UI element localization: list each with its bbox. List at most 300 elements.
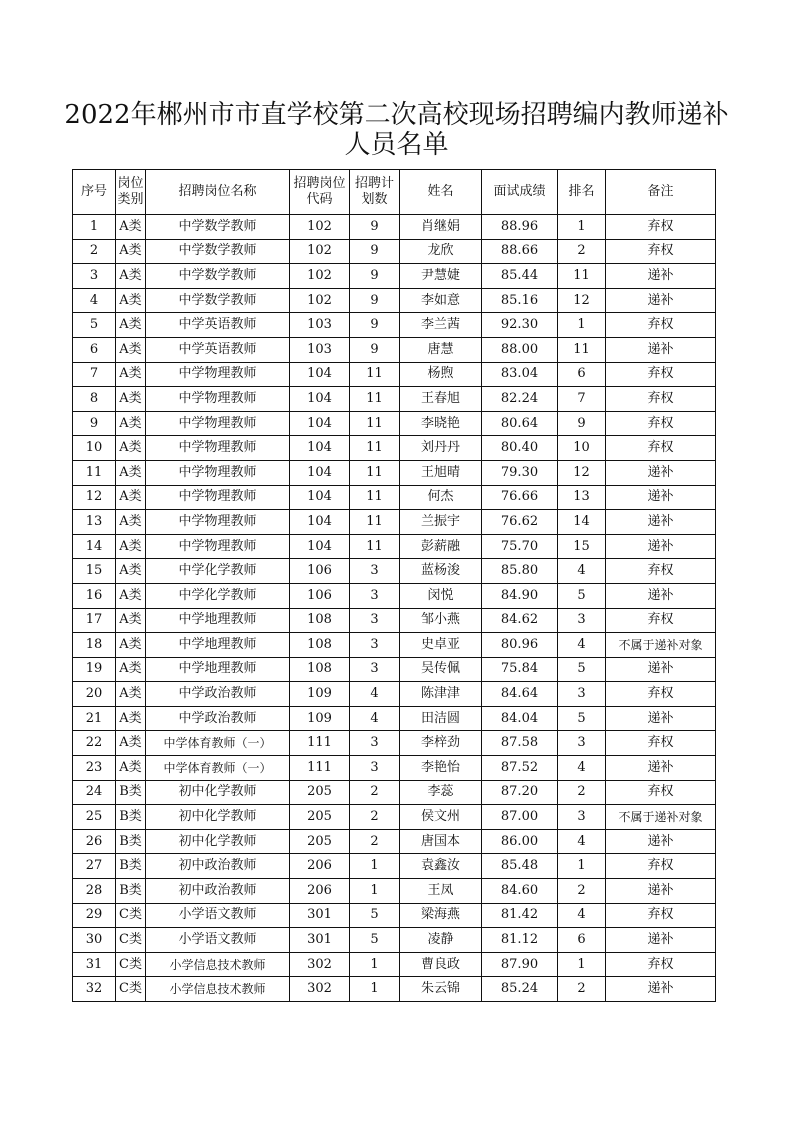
cell-score: 85.16 [482,288,558,313]
cell-name: 李梓劲 [400,731,482,756]
cell-quota: 5 [350,903,400,928]
cell-score: 76.66 [482,485,558,510]
cell-position-code: 103 [290,313,350,338]
cell-category: A类 [116,264,146,289]
cell-rank: 12 [558,288,606,313]
cell-remark: 递补 [606,460,716,485]
cell-name: 王凤 [400,879,482,904]
cell-remark: 递补 [606,264,716,289]
cell-remark: 递补 [606,534,716,559]
cell-remark: 弃权 [606,436,716,461]
cell-category: B类 [116,829,146,854]
table-row [73,337,716,362]
cell-category: A类 [116,313,146,338]
cell-score: 84.64 [482,682,558,707]
cell-index: 9 [73,411,116,436]
cell-category: B类 [116,854,146,879]
cell-quota: 5 [350,928,400,953]
cell-position-code: 104 [290,436,350,461]
cell-name: 田洁圆 [400,706,482,731]
cell-position-code: 109 [290,706,350,731]
cell-position-name: 中学物理教师 [146,485,290,510]
cell-category: A类 [116,583,146,608]
cell-position-name: 中学化学教师 [146,559,290,584]
cell-quota: 4 [350,706,400,731]
cell-score: 75.84 [482,657,558,682]
column-header-remark: 备注 [606,170,716,215]
cell-rank: 3 [558,731,606,756]
table-row [73,608,716,633]
cell-name: 刘丹丹 [400,436,482,461]
cell-position-name: 中学物理教师 [146,387,290,412]
cell-rank: 1 [558,313,606,338]
cell-category: A类 [116,337,146,362]
cell-quota: 11 [350,485,400,510]
table-row [73,879,716,904]
cell-position-name: 中学地理教师 [146,657,290,682]
cell-category: C类 [116,903,146,928]
cell-rank: 3 [558,805,606,830]
cell-remark: 弃权 [606,559,716,584]
cell-remark: 递补 [606,485,716,510]
cell-remark: 弃权 [606,608,716,633]
cell-index: 2 [73,239,116,264]
column-header-name: 姓名 [400,170,482,215]
cell-position-code: 302 [290,977,350,1002]
table-row [73,805,716,830]
cell-position-code: 102 [290,239,350,264]
cell-remark: 递补 [606,337,716,362]
cell-position-name: 中学化学教师 [146,583,290,608]
cell-index: 32 [73,977,116,1002]
cell-position-code: 104 [290,460,350,485]
table-body [73,215,716,1002]
cell-position-code: 206 [290,879,350,904]
cell-rank: 1 [558,215,606,240]
cell-name: 李晓艳 [400,411,482,436]
cell-rank: 13 [558,485,606,510]
column-header-category: 岗位类别 [116,170,146,215]
cell-quota: 3 [350,583,400,608]
table-header-row [73,170,716,215]
cell-category: A类 [116,460,146,485]
cell-remark: 弃权 [606,952,716,977]
table-row [73,829,716,854]
cell-index: 29 [73,903,116,928]
cell-score: 85.80 [482,559,558,584]
cell-rank: 4 [558,633,606,658]
cell-position-name: 中学地理教师 [146,633,290,658]
cell-name: 蓝杨浚 [400,559,482,584]
table-row [73,215,716,240]
cell-quota: 2 [350,805,400,830]
cell-score: 85.48 [482,854,558,879]
cell-score: 80.96 [482,633,558,658]
cell-name: 李艳怡 [400,756,482,781]
table-row [73,731,716,756]
cell-remark: 弃权 [606,387,716,412]
cell-score: 76.62 [482,510,558,535]
cell-position-code: 104 [290,534,350,559]
table-row [73,952,716,977]
table-row [73,583,716,608]
cell-position-code: 104 [290,411,350,436]
cell-name: 袁鑫汝 [400,854,482,879]
cell-position-code: 111 [290,731,350,756]
cell-position-name: 中学数学教师 [146,215,290,240]
cell-position-name: 中学物理教师 [146,362,290,387]
cell-position-code: 102 [290,288,350,313]
cell-remark: 弃权 [606,682,716,707]
cell-index: 5 [73,313,116,338]
cell-category: A类 [116,239,146,264]
cell-position-code: 104 [290,362,350,387]
cell-position-name: 中学物理教师 [146,411,290,436]
cell-quota: 3 [350,559,400,584]
cell-position-name: 中学物理教师 [146,436,290,461]
cell-score: 85.24 [482,977,558,1002]
table-row [73,485,716,510]
cell-name: 李兰茜 [400,313,482,338]
cell-category: A类 [116,411,146,436]
cell-rank: 5 [558,706,606,731]
cell-score: 87.90 [482,952,558,977]
cell-position-name: 初中化学教师 [146,805,290,830]
cell-position-name: 中学体育教师（一） [146,756,290,781]
column-header-score: 面试成绩 [482,170,558,215]
cell-category: A类 [116,608,146,633]
cell-remark: 递补 [606,583,716,608]
cell-position-name: 中学数学教师 [146,264,290,289]
cell-quota: 3 [350,756,400,781]
table-row [73,682,716,707]
cell-rank: 9 [558,411,606,436]
cell-position-code: 106 [290,559,350,584]
cell-score: 81.42 [482,903,558,928]
cell-position-name: 中学物理教师 [146,460,290,485]
cell-position-name: 中学数学教师 [146,288,290,313]
cell-category: A类 [116,387,146,412]
cell-name: 唐慧 [400,337,482,362]
cell-position-code: 205 [290,780,350,805]
cell-name: 兰振宇 [400,510,482,535]
cell-index: 4 [73,288,116,313]
cell-remark: 弃权 [606,362,716,387]
cell-quota: 9 [350,264,400,289]
table-row [73,928,716,953]
cell-position-name: 中学物理教师 [146,534,290,559]
cell-index: 12 [73,485,116,510]
cell-position-name: 中学地理教师 [146,608,290,633]
cell-category: C类 [116,977,146,1002]
table-row [73,460,716,485]
cell-remark: 弃权 [606,313,716,338]
column-header-position-name: 招聘岗位名称 [146,170,290,215]
cell-score: 79.30 [482,460,558,485]
cell-quota: 11 [350,411,400,436]
cell-index: 21 [73,706,116,731]
cell-category: A类 [116,706,146,731]
cell-position-name: 中学政治教师 [146,706,290,731]
cell-category: B类 [116,879,146,904]
cell-position-code: 109 [290,682,350,707]
cell-quota: 11 [350,436,400,461]
cell-name: 唐国本 [400,829,482,854]
cell-position-code: 301 [290,928,350,953]
cell-remark: 递补 [606,657,716,682]
cell-position-code: 108 [290,633,350,658]
cell-remark: 递补 [606,510,716,535]
cell-score: 88.66 [482,239,558,264]
cell-remark: 递补 [606,756,716,781]
cell-quota: 3 [350,657,400,682]
cell-position-code: 104 [290,485,350,510]
cell-category: A类 [116,288,146,313]
cell-remark: 弃权 [606,215,716,240]
cell-category: A类 [116,436,146,461]
cell-index: 16 [73,583,116,608]
cell-name: 杨煦 [400,362,482,387]
cell-position-name: 初中化学教师 [146,829,290,854]
cell-remark: 弃权 [606,780,716,805]
cell-index: 26 [73,829,116,854]
candidate-table [72,169,716,1002]
cell-position-name: 初中政治教师 [146,854,290,879]
cell-category: A类 [116,362,146,387]
cell-index: 30 [73,928,116,953]
cell-category: C类 [116,952,146,977]
cell-rank: 3 [558,608,606,633]
title-line-1: 2022年郴州市市直学校第二次高校现场招聘编内教师递补 [64,100,729,130]
cell-index: 10 [73,436,116,461]
cell-position-name: 中学英语教师 [146,337,290,362]
table-row [73,362,716,387]
table-row [73,706,716,731]
cell-name: 王旭晴 [400,460,482,485]
cell-quota: 2 [350,780,400,805]
cell-remark: 弃权 [606,731,716,756]
cell-index: 17 [73,608,116,633]
cell-category: B类 [116,805,146,830]
cell-quota: 11 [350,460,400,485]
cell-index: 15 [73,559,116,584]
cell-position-name: 小学信息技术教师 [146,952,290,977]
cell-index: 20 [73,682,116,707]
cell-score: 87.00 [482,805,558,830]
table-row [73,903,716,928]
cell-index: 24 [73,780,116,805]
cell-score: 92.30 [482,313,558,338]
cell-quota: 9 [350,239,400,264]
cell-remark: 递补 [606,879,716,904]
cell-remark: 递补 [606,288,716,313]
cell-score: 75.70 [482,534,558,559]
cell-remark: 递补 [606,706,716,731]
cell-quota: 11 [350,534,400,559]
cell-index: 7 [73,362,116,387]
cell-remark: 弃权 [606,854,716,879]
table-row [73,534,716,559]
cell-quota: 2 [350,829,400,854]
cell-position-name: 初中化学教师 [146,780,290,805]
cell-category: A类 [116,215,146,240]
cell-name: 尹慧婕 [400,264,482,289]
table-row [73,977,716,1002]
cell-category: A类 [116,510,146,535]
cell-index: 8 [73,387,116,412]
cell-index: 28 [73,879,116,904]
cell-score: 87.20 [482,780,558,805]
cell-score: 84.62 [482,608,558,633]
cell-remark: 弃权 [606,411,716,436]
cell-rank: 2 [558,879,606,904]
cell-name: 梁海燕 [400,903,482,928]
cell-position-name: 中学英语教师 [146,313,290,338]
cell-index: 25 [73,805,116,830]
cell-name: 王春旭 [400,387,482,412]
cell-index: 31 [73,952,116,977]
cell-quota: 9 [350,313,400,338]
cell-rank: 4 [558,559,606,584]
cell-category: A类 [116,534,146,559]
cell-name: 侯文州 [400,805,482,830]
table-row [73,780,716,805]
cell-score: 85.44 [482,264,558,289]
cell-position-code: 104 [290,510,350,535]
cell-position-code: 103 [290,337,350,362]
cell-quota: 4 [350,682,400,707]
cell-rank: 12 [558,460,606,485]
cell-rank: 2 [558,239,606,264]
cell-name: 彭薪融 [400,534,482,559]
cell-rank: 6 [558,362,606,387]
cell-quota: 9 [350,337,400,362]
document-title [60,100,733,160]
cell-rank: 5 [558,657,606,682]
column-header-quota: 招聘计划数 [350,170,400,215]
cell-name: 陈津津 [400,682,482,707]
cell-remark: 不属于递补对象 [606,805,716,830]
cell-quota: 11 [350,387,400,412]
cell-name: 肖继娟 [400,215,482,240]
cell-index: 14 [73,534,116,559]
cell-quota: 1 [350,952,400,977]
cell-score: 82.24 [482,387,558,412]
cell-position-name: 初中政治教师 [146,879,290,904]
cell-category: A类 [116,756,146,781]
cell-rank: 14 [558,510,606,535]
cell-rank: 3 [558,682,606,707]
cell-position-name: 小学语文教师 [146,903,290,928]
cell-name: 李如意 [400,288,482,313]
cell-quota: 11 [350,362,400,387]
cell-index: 3 [73,264,116,289]
cell-rank: 2 [558,780,606,805]
cell-score: 83.04 [482,362,558,387]
cell-score: 84.04 [482,706,558,731]
cell-category: C类 [116,928,146,953]
table-row [73,387,716,412]
column-header-rank: 排名 [558,170,606,215]
cell-name: 李蕊 [400,780,482,805]
cell-score: 80.40 [482,436,558,461]
cell-position-name: 中学物理教师 [146,510,290,535]
cell-name: 龙欣 [400,239,482,264]
cell-category: A类 [116,731,146,756]
cell-remark: 递补 [606,928,716,953]
cell-position-code: 102 [290,264,350,289]
cell-index: 1 [73,215,116,240]
cell-score: 84.90 [482,583,558,608]
cell-rank: 11 [558,264,606,289]
cell-remark: 递补 [606,829,716,854]
cell-index: 27 [73,854,116,879]
cell-name: 凌静 [400,928,482,953]
cell-rank: 15 [558,534,606,559]
cell-score: 87.58 [482,731,558,756]
cell-category: A类 [116,559,146,584]
cell-index: 22 [73,731,116,756]
cell-name: 邹小燕 [400,608,482,633]
cell-category: B类 [116,780,146,805]
cell-score: 81.12 [482,928,558,953]
cell-index: 13 [73,510,116,535]
cell-name: 曹良政 [400,952,482,977]
table-row [73,657,716,682]
cell-quota: 1 [350,879,400,904]
cell-index: 18 [73,633,116,658]
cell-rank: 1 [558,952,606,977]
table-row [73,239,716,264]
cell-quota: 3 [350,633,400,658]
cell-score: 80.64 [482,411,558,436]
table-row [73,264,716,289]
cell-rank: 10 [558,436,606,461]
cell-score: 84.60 [482,879,558,904]
cell-category: A类 [116,657,146,682]
cell-position-code: 108 [290,608,350,633]
table-row [73,510,716,535]
cell-position-name: 中学数学教师 [146,239,290,264]
table-row [73,559,716,584]
cell-position-name: 小学语文教师 [146,928,290,953]
cell-remark: 弃权 [606,239,716,264]
cell-remark: 弃权 [606,903,716,928]
cell-rank: 4 [558,829,606,854]
title-line-2: 人员名单 [344,130,449,160]
cell-quota: 9 [350,288,400,313]
table-row [73,288,716,313]
cell-rank: 6 [558,928,606,953]
cell-index: 19 [73,657,116,682]
cell-name: 闵悦 [400,583,482,608]
cell-index: 11 [73,460,116,485]
cell-category: A类 [116,682,146,707]
table-row [73,411,716,436]
cell-index: 23 [73,756,116,781]
table-row [73,756,716,781]
cell-position-code: 206 [290,854,350,879]
cell-position-name: 小学信息技术教师 [146,977,290,1002]
cell-name: 史卓亚 [400,633,482,658]
cell-name: 吴传佩 [400,657,482,682]
cell-rank: 11 [558,337,606,362]
cell-position-name: 中学体育教师（一） [146,731,290,756]
cell-score: 88.96 [482,215,558,240]
cell-name: 何杰 [400,485,482,510]
cell-rank: 7 [558,387,606,412]
table-row [73,313,716,338]
